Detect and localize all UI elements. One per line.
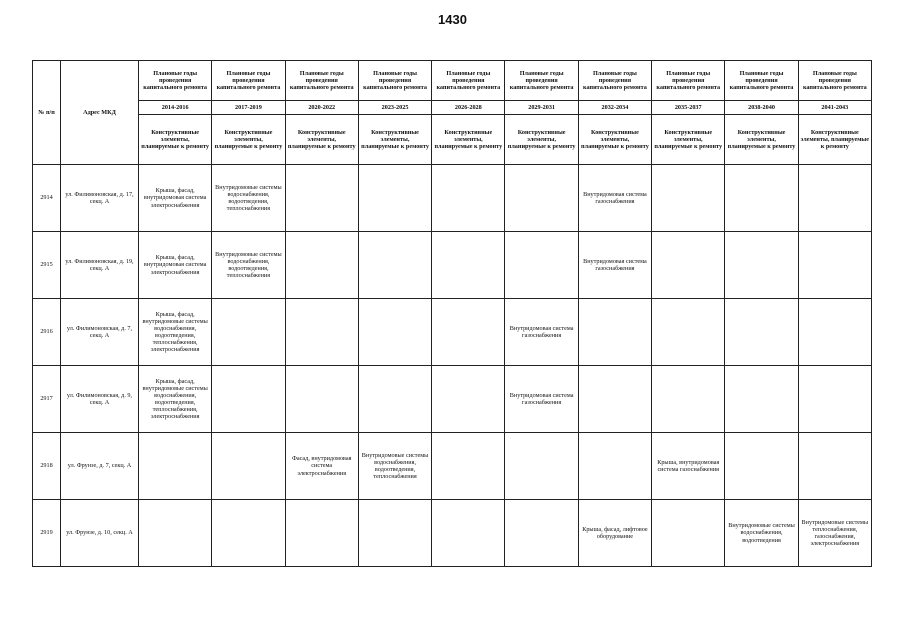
header-num: № п/п bbox=[33, 61, 61, 165]
period-years-1: 2014-2016 bbox=[139, 101, 212, 115]
repair-cell-2020-2022: Фасад, внутридомовая система электроснабжения bbox=[285, 433, 358, 500]
repair-cell-2032-2034: Крыша, фасад, лифтовое оборудование bbox=[578, 500, 651, 567]
repair-cell-2041-2043 bbox=[798, 232, 871, 299]
repair-cell-2029-2031: Внутридомовая система газоснабжения bbox=[505, 299, 578, 366]
repair-cell-2029-2031: Внутридомовая система газоснабжения bbox=[505, 366, 578, 433]
period-title-10: Плановые годы проведения капитального ремонта bbox=[798, 61, 871, 101]
repair-cell-2038-2040 bbox=[725, 366, 798, 433]
repair-cell-2035-2037 bbox=[652, 299, 725, 366]
period-title-8: Плановые годы проведения капитального ремонта bbox=[652, 61, 725, 101]
repair-cell-2035-2037 bbox=[652, 500, 725, 567]
capital-repair-plan-table bbox=[32, 60, 872, 567]
repair-cell-2038-2040: Внутридомовые системы водоснабжения, водоотведения bbox=[725, 500, 798, 567]
header-address: Адрес МКД bbox=[61, 61, 139, 165]
repair-cell-2035-2037 bbox=[652, 232, 725, 299]
repair-cell-2014-2016: Крыша, фасад, внутридомовые системы водоснабжения, водоотведения, теплоснабжения, электроснабжения bbox=[139, 299, 212, 366]
repair-cell-2026-2028 bbox=[432, 165, 505, 232]
repair-cell-2014-2016 bbox=[139, 500, 212, 567]
row-number: 2914 bbox=[33, 165, 61, 232]
repair-cell-2026-2028 bbox=[432, 232, 505, 299]
period-years-3: 2020-2022 bbox=[285, 101, 358, 115]
period-elements-8: Конструктивные элементы, планируемые к ремонту bbox=[652, 115, 725, 165]
repair-cell-2026-2028 bbox=[432, 299, 505, 366]
repair-cell-2023-2025 bbox=[358, 232, 431, 299]
repair-cell-2014-2016: Крыша, фасад, внутридомовая система электроснабжения bbox=[139, 165, 212, 232]
period-title-3: Плановые годы проведения капитального ремонта bbox=[285, 61, 358, 101]
repair-cell-2035-2037 bbox=[652, 366, 725, 433]
repair-cell-2038-2040 bbox=[725, 433, 798, 500]
period-elements-10: Конструктивные элементы, планируемые к ремонту bbox=[798, 115, 871, 165]
repair-cell-2029-2031 bbox=[505, 232, 578, 299]
repair-cell-2023-2025 bbox=[358, 299, 431, 366]
period-title-1: Плановые годы проведения капитального ремонта bbox=[139, 61, 212, 101]
period-years-6: 2029-2031 bbox=[505, 101, 578, 115]
period-elements-3: Конструктивные элементы, планируемые к ремонту bbox=[285, 115, 358, 165]
period-elements-9: Конструктивные элементы, планируемые к ремонту bbox=[725, 115, 798, 165]
repair-cell-2032-2034: Внутридомовая система газоснабжения bbox=[578, 232, 651, 299]
repair-cell-2023-2025 bbox=[358, 165, 431, 232]
repair-cell-2041-2043 bbox=[798, 366, 871, 433]
period-elements-4: Конструктивные элементы, планируемые к ремонту bbox=[358, 115, 431, 165]
period-years-5: 2026-2028 bbox=[432, 101, 505, 115]
repair-cell-2017-2019 bbox=[212, 500, 285, 567]
repair-cell-2029-2031 bbox=[505, 165, 578, 232]
period-years-7: 2032-2034 bbox=[578, 101, 651, 115]
repair-cell-2014-2016 bbox=[139, 433, 212, 500]
repair-cell-2020-2022 bbox=[285, 232, 358, 299]
period-title-9: Плановые годы проведения капитального ремонта bbox=[725, 61, 798, 101]
table-row bbox=[33, 366, 872, 433]
repair-cell-2020-2022 bbox=[285, 500, 358, 567]
repair-cell-2020-2022 bbox=[285, 366, 358, 433]
repair-cell-2038-2040 bbox=[725, 232, 798, 299]
page-number: 1430 bbox=[438, 12, 467, 27]
row-number: 2919 bbox=[33, 500, 61, 567]
period-title-2: Плановые годы проведения капитального ремонта bbox=[212, 61, 285, 101]
table-row bbox=[33, 165, 872, 232]
repair-cell-2035-2037 bbox=[652, 165, 725, 232]
repair-cell-2017-2019: Внутридомовые системы водоснабжения, водоотведения, теплоснабжения bbox=[212, 165, 285, 232]
repair-cell-2032-2034 bbox=[578, 366, 651, 433]
row-address: ул. Филимоновская, д. 9, секц. А bbox=[61, 366, 139, 433]
period-title-4: Плановые годы проведения капитального ремонта bbox=[358, 61, 431, 101]
repair-cell-2023-2025 bbox=[358, 366, 431, 433]
repair-cell-2041-2043 bbox=[798, 165, 871, 232]
repair-cell-2017-2019 bbox=[212, 366, 285, 433]
repair-cell-2029-2031 bbox=[505, 433, 578, 500]
row-address: ул. Филимоновская, д. 19, секц. А bbox=[61, 232, 139, 299]
row-number: 2915 bbox=[33, 232, 61, 299]
repair-cell-2017-2019: Внутридомовые системы водоснабжения, водоотведения, теплоснабжения bbox=[212, 232, 285, 299]
repair-cell-2038-2040 bbox=[725, 299, 798, 366]
row-number: 2918 bbox=[33, 433, 61, 500]
period-years-4: 2023-2025 bbox=[358, 101, 431, 115]
period-years-10: 2041-2043 bbox=[798, 101, 871, 115]
period-years-8: 2035-2037 bbox=[652, 101, 725, 115]
repair-cell-2035-2037: Крыша, внутридомовая система газоснабжения bbox=[652, 433, 725, 500]
row-address: ул. Фрунзе, д. 7, секц. А bbox=[61, 433, 139, 500]
row-address: ул. Филимоновская, д. 7, секц. А bbox=[61, 299, 139, 366]
table-row bbox=[33, 500, 872, 567]
period-elements-6: Конструктивные элементы, планируемые к ремонту bbox=[505, 115, 578, 165]
period-title-7: Плановые годы проведения капитального ремонта bbox=[578, 61, 651, 101]
repair-cell-2032-2034: Внутридомовая система газоснабжения bbox=[578, 165, 651, 232]
table-row bbox=[33, 299, 872, 366]
repair-cell-2014-2016: Крыша, фасад, внутридомовые системы водоснабжения, водоотведения, теплоснабжения, электроснабжения bbox=[139, 366, 212, 433]
period-elements-7: Конструктивные элементы, планируемые к ремонту bbox=[578, 115, 651, 165]
repair-cell-2026-2028 bbox=[432, 500, 505, 567]
repair-cell-2023-2025: Внутридомовые системы водоснабжения, водоотведения, теплоснабжения bbox=[358, 433, 431, 500]
repair-cell-2038-2040 bbox=[725, 165, 798, 232]
period-title-6: Плановые годы проведения капитального ремонта bbox=[505, 61, 578, 101]
period-years-2: 2017-2019 bbox=[212, 101, 285, 115]
repair-cell-2029-2031 bbox=[505, 500, 578, 567]
row-address: ул. Филимоновская, д. 17, секц. А bbox=[61, 165, 139, 232]
repair-cell-2041-2043 bbox=[798, 299, 871, 366]
repair-cell-2017-2019 bbox=[212, 433, 285, 500]
repair-cell-2020-2022 bbox=[285, 165, 358, 232]
repair-cell-2014-2016: Крыша, фасад, внутридомовая система электроснабжения bbox=[139, 232, 212, 299]
period-elements-2: Конструктивные элементы, планируемые к ремонту bbox=[212, 115, 285, 165]
repair-cell-2020-2022 bbox=[285, 299, 358, 366]
repair-cell-2032-2034 bbox=[578, 299, 651, 366]
row-number: 2917 bbox=[33, 366, 61, 433]
repair-cell-2026-2028 bbox=[432, 433, 505, 500]
period-elements-5: Конструктивные элементы, планируемые к ремонту bbox=[432, 115, 505, 165]
repair-cell-2026-2028 bbox=[432, 366, 505, 433]
repair-cell-2041-2043: Внутридомовые системы теплоснабжения, газоснабжения, электроснабжения bbox=[798, 500, 871, 567]
row-number: 2916 bbox=[33, 299, 61, 366]
period-elements-1: Конструктивные элементы, планируемые к ремонту bbox=[139, 115, 212, 165]
repair-cell-2023-2025 bbox=[358, 500, 431, 567]
period-title-5: Плановые годы проведения капитального ремонта bbox=[432, 61, 505, 101]
repair-cell-2032-2034 bbox=[578, 433, 651, 500]
repair-cell-2041-2043 bbox=[798, 433, 871, 500]
table-row bbox=[33, 433, 872, 500]
repair-cell-2017-2019 bbox=[212, 299, 285, 366]
table-row bbox=[33, 232, 872, 299]
period-years-9: 2038-2040 bbox=[725, 101, 798, 115]
row-address: ул. Фрунзе, д. 10, секц. А bbox=[61, 500, 139, 567]
